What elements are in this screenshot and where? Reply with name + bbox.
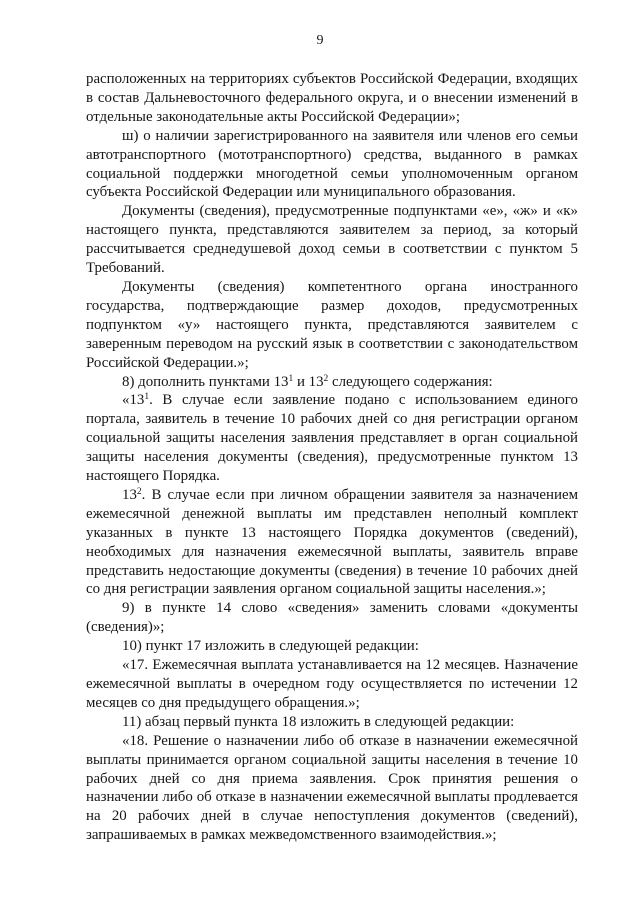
paragraph-text: 8) дополнить пунктами 13 xyxy=(122,373,289,390)
page-number: 9 xyxy=(316,33,324,48)
superscript: 2 xyxy=(136,486,142,497)
paragraph-text: . В случае если при личном обращении заявителя за назначением ежемесячной денежной выплаты им представлен неполный комплект указанных в пункте 13 настоящего Порядка документов (сведений), необходимых для назначения ежемесячной выплаты, заявитель вправе представить недостающие документы (сведения) в течение 10 рабочих дней со дня регистрации заявления органом социальной защиты населения.»; xyxy=(86,486,578,598)
paragraph-text: и 13 xyxy=(293,373,324,390)
superscript: 2 xyxy=(323,373,329,384)
paragraph: ш) о наличии зарегистрированного на заявителя или членов его семьи автотранспортного (мототранспортного) средства, выданного в рамках социальной поддержки многодетной семьи уполномоченным органом субъекта Российской Федерации или муниципального образования. xyxy=(86,127,578,201)
paragraph: Документы (сведения) компетентного органа иностранного государства, подтверждающие размер доходов, предусмотренных подпунктом «у» настоящего пункта, представляются заявителем с заверенным переводом на русский язык в соответствии с законодательством Российской Федерации.»; xyxy=(86,278,578,371)
paragraph xyxy=(86,486,578,599)
superscript: 1 xyxy=(144,392,150,403)
paragraph-text: «13 xyxy=(122,392,145,409)
paragraph: «18. Решение о назначении либо об отказе в назначении ежемесячной выплаты принимается органом социальной защиты населения в течение 10 рабочих дней со дня приема заявления. Срок принятия решения о назначении либо об отказе в назначении ежемесячной выплаты продлевается на 20 рабочих дней в случае непоступления документов (сведений), запрашиваемых в рамках межведомственного взаимодействия.»; xyxy=(86,732,578,844)
paragraph-text: следующего содержания: xyxy=(328,373,493,390)
paragraph: расположенных на территориях субъектов Российской Федерации, входящих в состав Дальневосточного федерального округа, и о внесении изменений в отдельные законодательные акты Российской Федерации»; xyxy=(86,71,578,125)
paragraph: 9) в пункте 14 слово «сведения» заменить словами «документы (сведения)»; xyxy=(86,600,578,636)
document-body xyxy=(86,70,578,845)
superscript: 1 xyxy=(288,373,294,384)
paragraph: 10) пункт 17 изложить в следующей редакции: xyxy=(122,638,419,655)
paragraph: «17. Ежемесячная выплата устанавливается на 12 месяцев. Назначение ежемесячной выплаты в очередном году осуществляется по истечении 12 месяцев со дня предыдущего обращения.»; xyxy=(86,657,578,711)
paragraph-text: . В случае если заявление подано с использованием единого портала, заявитель в течение 10 рабочих дней со дня регистрации органом социальной защиты населения заявления представляет в орган социальной защиты населения документы (сведения), предусмотренные пунктом 13 настоящего Порядка. xyxy=(86,392,578,485)
paragraph: 11) абзац первый пункта 18 изложить в следующей редакции: xyxy=(122,713,515,730)
paragraph: Документы (сведения), предусмотренные подпунктами «е», «ж» и «к» настоящего пункта, представляются заявителем за период, за который рассчитывается среднедушевой доход семьи в соответствии с пунктом 5 Требований. xyxy=(86,203,578,277)
paragraph xyxy=(86,373,578,392)
paragraph xyxy=(86,391,578,486)
paragraph-text: 13 xyxy=(122,486,137,503)
